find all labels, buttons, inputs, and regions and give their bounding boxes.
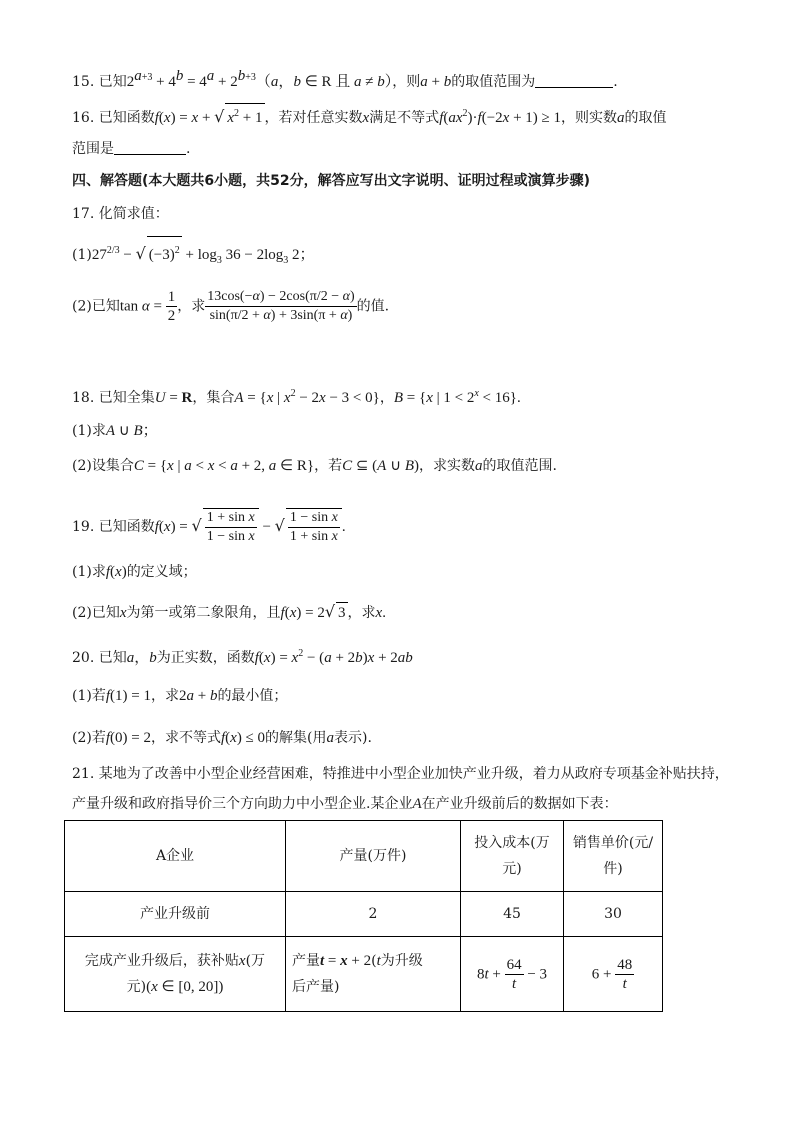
table-cell: 30 bbox=[564, 892, 663, 937]
table-header-cell: 产量(万件) bbox=[286, 821, 461, 892]
table-cell: 8t + $\frac{64}{t}$ − 3 bbox=[461, 937, 564, 1012]
question-17: 17. 化简求值： bbox=[72, 206, 169, 222]
table-cell: 2 bbox=[286, 892, 461, 937]
question-19-part2: (2)已知x为第一或第二象限角，且f(x) = 2√ 3 ，求x. bbox=[72, 602, 386, 621]
section-heading: 四、解答题(本大题共6小题，共52分，解答应写出文字说明、证明过程或演算步骤) bbox=[72, 173, 591, 189]
answer-blank-15[interactable] bbox=[535, 73, 613, 88]
question-21-line2: 产量升级和政府指导价三个方向助力中小型企业.某企业A在产业升级前后的数据如下表： bbox=[72, 796, 618, 812]
data-table bbox=[64, 820, 663, 1012]
table-cell: 45 bbox=[461, 892, 564, 937]
table-row bbox=[65, 937, 663, 1012]
question-18-part2: (2)设集合C = {x | a < x < a + 2, a ∈ R}，若C ⊆ (A ∪ B)，求实数a的取值范围. bbox=[72, 458, 557, 474]
question-20: 20. 已知a，b为正实数，函数$f(x) = x^2 - (a + 2b)x + 2ab$ bbox=[72, 648, 413, 666]
table-cell: 产业升级前 bbox=[65, 892, 286, 937]
question-20-part1: (1)若f(1) = 1，求2a + b的最小值； bbox=[72, 688, 288, 704]
table-header-cell: A企业 bbox=[65, 821, 286, 892]
question-19-part1: (1)求f(x)的定义域； bbox=[72, 564, 197, 580]
question-16-line2: 范围是 . bbox=[72, 141, 191, 157]
question-15: 15. 已知$2^{a+3} + 4^b = 4^a + 2^{b+3}(a$，b ∈ R 且 a ≠ b），则a + b的取值范围为 . bbox=[72, 68, 618, 90]
question-17-part2: (2)已知tan α = $\frac{1}{2}$ ，求 $\frac{13\cos(-\alpha) - 2\cos(\pi/2 - \alpha)}{\sin(\pi/2 + \alpha) + 3\sin(\pi + \alpha)}$ 的值. bbox=[72, 289, 390, 324]
question-17-part1: $(1)27^{2/3}$ − √ $(-3)^2 + \log_3 36 - 2\log_3$ 2； bbox=[72, 236, 315, 275]
table-header-cell: 投入成本(万元) bbox=[461, 821, 564, 892]
answer-blank-16[interactable] bbox=[114, 140, 186, 155]
question-19: 19. 已知函数f(x) = √ $\frac{\text{1 + sin x}}{\text{1 − sin x}}$ − √ $\frac{\text{1 − sin x}}{\text{1 + sin x}}$ . bbox=[72, 510, 346, 544]
table-row bbox=[65, 892, 663, 937]
question-20-part2: (2)若f(0) = 2，求不等式f(x) ≤ 0的解集(用a表示). bbox=[72, 730, 372, 746]
table-cell: 产量t = x + 2(t为升级 后产量) bbox=[286, 937, 461, 1012]
question-21: 21. 某地为了改善中小型企业经营困难，特推进中小型企业加快产业升级，着力从政府专项基金补贴扶持， bbox=[72, 766, 729, 782]
question-18: 18. 已知全集U = R，集合A = {x | $x^2 - 2x - 3 < 0$}，B = {x | $1 < 2^x < 16$}. bbox=[72, 388, 521, 406]
question-18-part1: (1)求A ∪ B； bbox=[72, 423, 158, 439]
table-header-cell: 销售单价(元/件) bbox=[564, 821, 663, 892]
table-cell: 6 + $\frac{48}{t}$ bbox=[564, 937, 663, 1012]
question-16: 16. 已知函数f(x) = x + √ $x^2 + 1$ ，若对任意实数x满足不等式$f(ax^2)\cdot f(-2x + 1) \ge 1$，则实数a的取值 bbox=[72, 103, 667, 128]
table-header-row bbox=[65, 821, 663, 892]
table-cell: 完成产业升级后，获补贴x(万 元)(x ∈ [0, 20]) bbox=[65, 937, 286, 1012]
